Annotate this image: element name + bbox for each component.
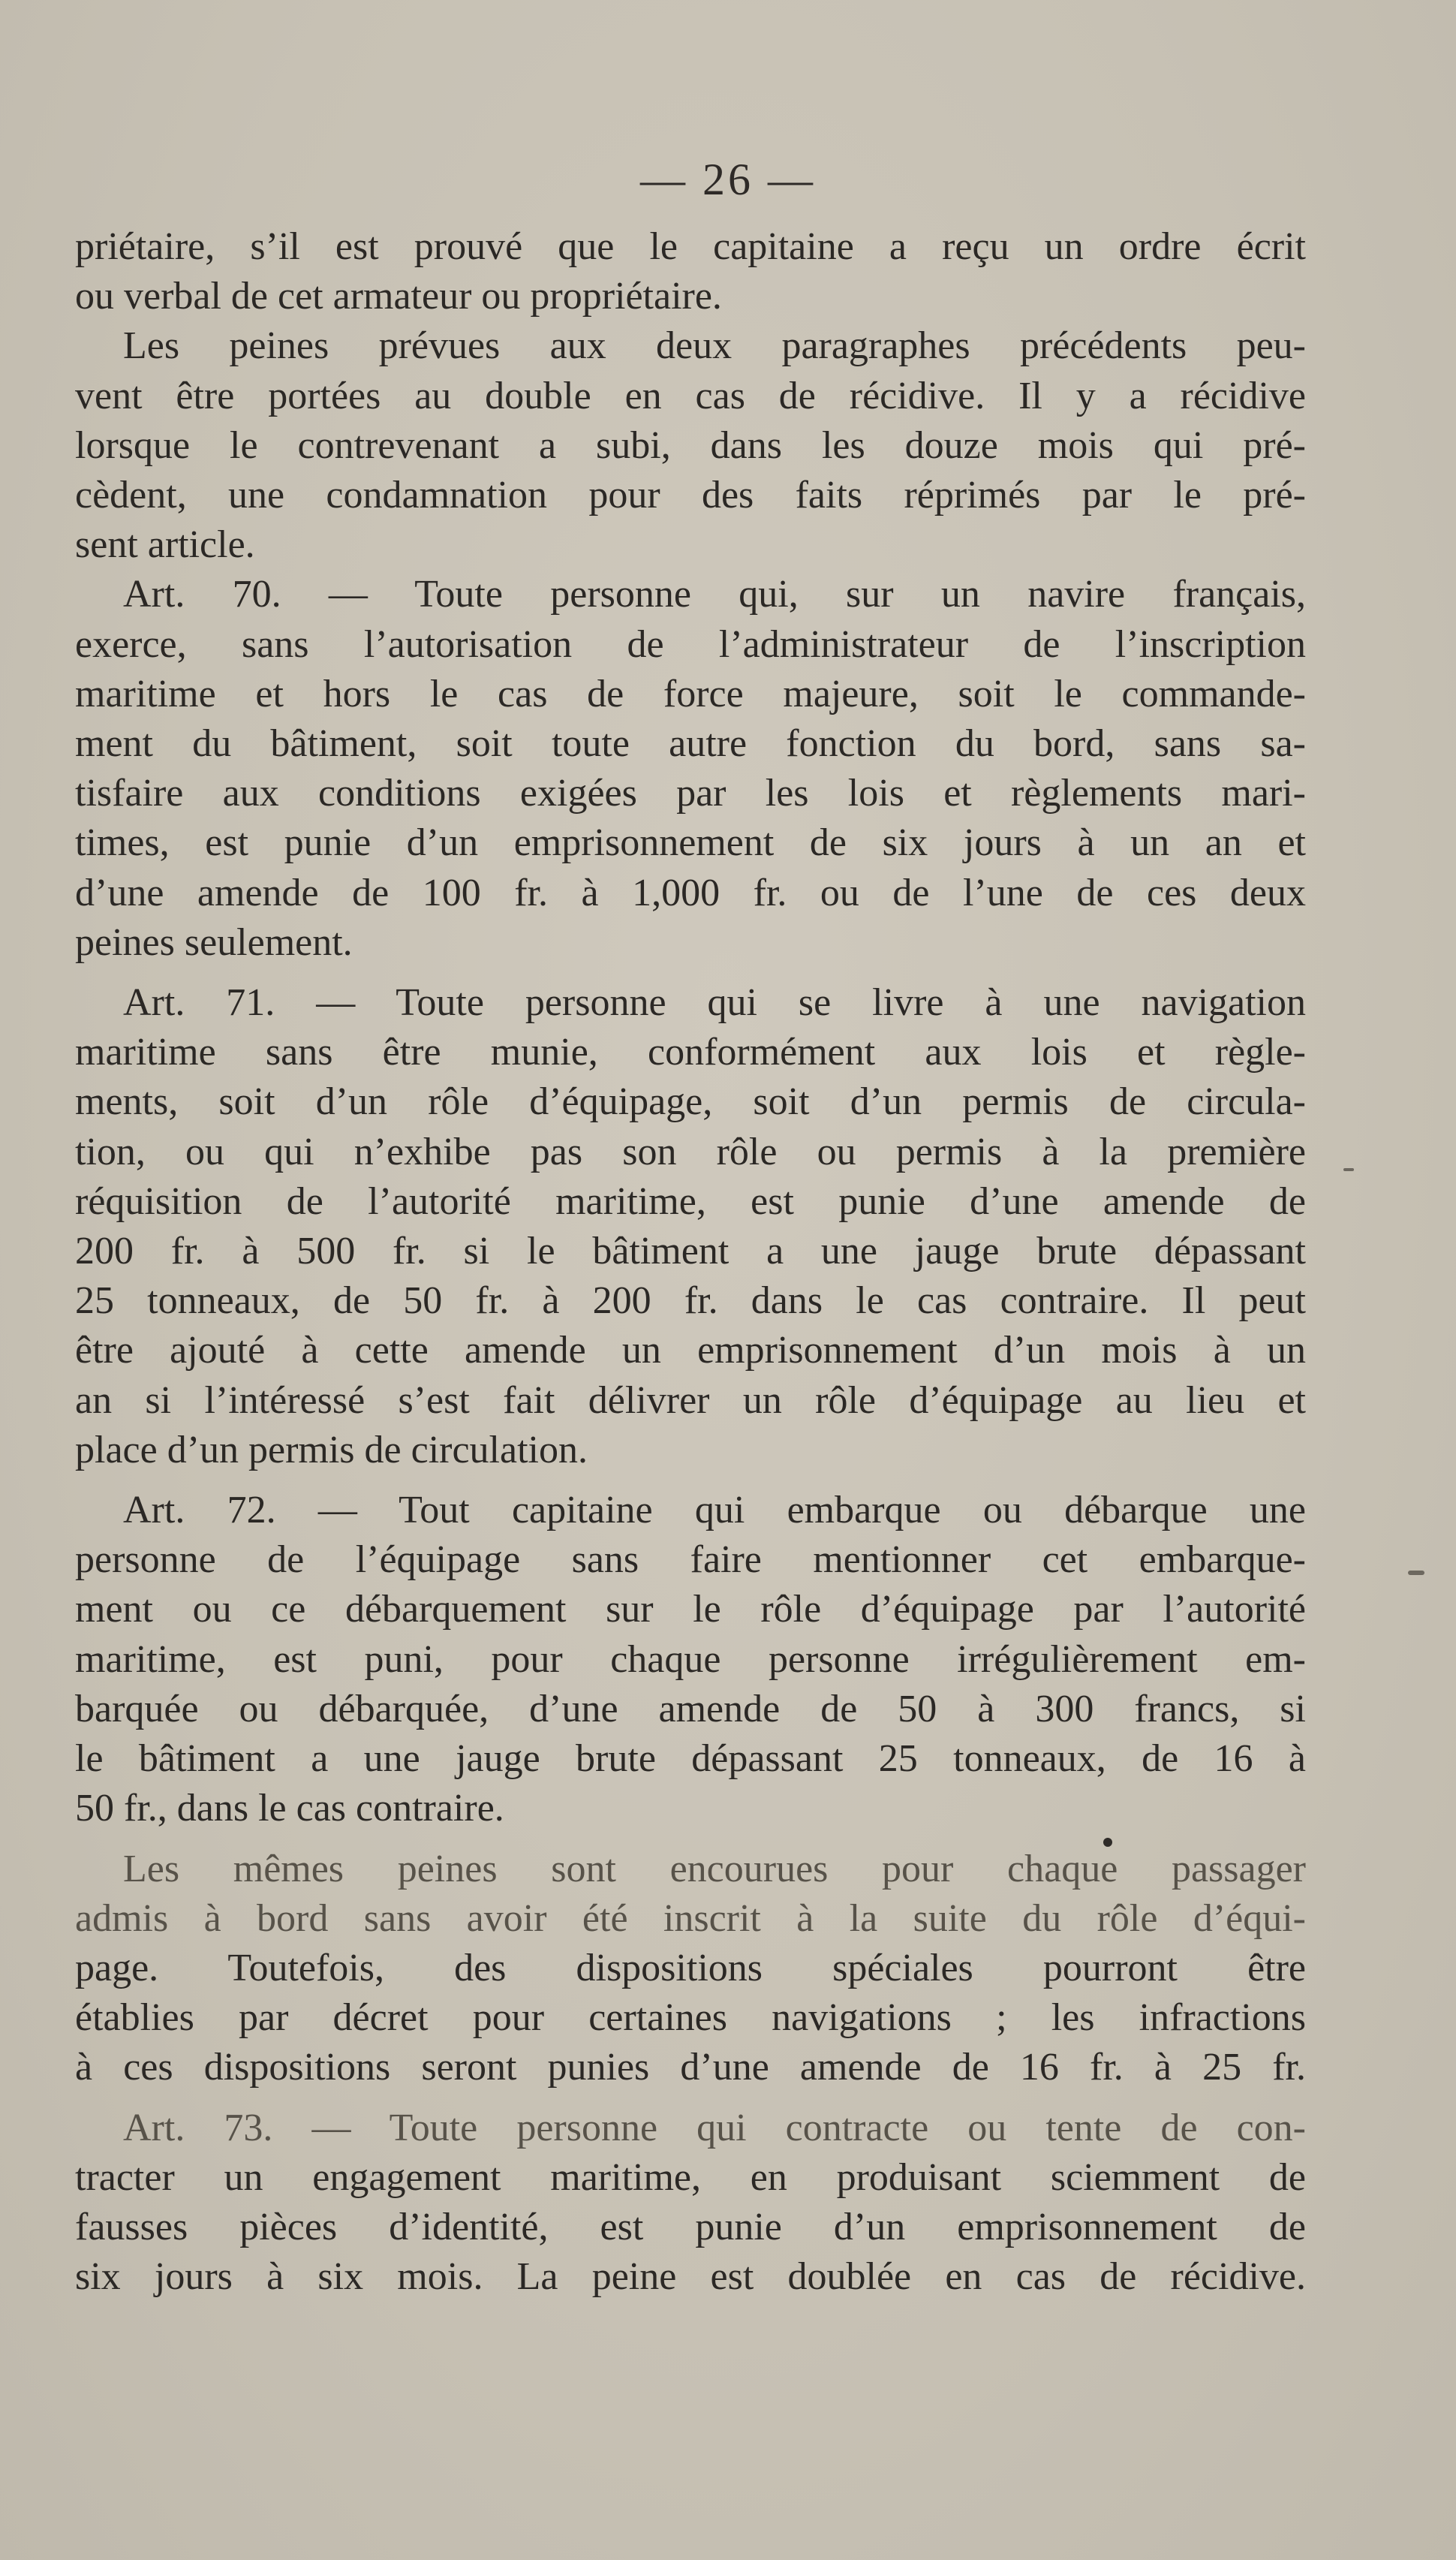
- text-line: Art. 70. — Toute personne qui, sur un navire français,: [123, 573, 1306, 616]
- paragraph-passagers: [75, 1845, 1306, 2093]
- text-line: tion, ou qui n’exhibe pas son rôle ou permis à la première: [75, 1130, 1306, 1173]
- text-line: Les peines prévues aux deux paragraphes précédents peu-: [123, 324, 1306, 368]
- text-line: être ajouté à cette amende un emprisonnement d’un mois à un: [75, 1329, 1306, 1372]
- text-line: vent être portées au double en cas de récidive. Il y a récidive: [75, 374, 1306, 417]
- margin-mark: [1343, 1168, 1354, 1171]
- text-line: ment ou ce débarquement sur le rôle d’équipage par l’autorité: [75, 1588, 1306, 1631]
- article-71: [75, 978, 1306, 1475]
- page-number: — 26 —: [640, 155, 816, 204]
- text-line: Art. 73. — Toute personne qui contracte ou tente de con-: [123, 2106, 1306, 2149]
- text-line: 25 tonneaux, de 50 fr. à 200 fr. dans le cas contraire. Il peut: [75, 1279, 1306, 1323]
- text-line: tisfaire aux conditions exigées par les lois et règlements mari-: [75, 772, 1306, 815]
- article-70: [75, 570, 1306, 968]
- text-line: le bâtiment a une jauge brute dépassant 25 tonneaux, de 16 à: [75, 1737, 1306, 1781]
- text-line: cèdent, une condamnation pour des faits réprimés par le pré-: [75, 474, 1306, 517]
- article-73: [75, 2104, 1306, 2302]
- paragraph-recidive: [75, 321, 1306, 570]
- text-line: ou verbal de cet armateur ou propriétaire.: [75, 275, 722, 318]
- text-line: an si l’intéressé s’est fait délivrer un rôle d’équipage au lieu et: [75, 1378, 1306, 1422]
- text-line: maritime sans être munie, conformément aux lois et règle-: [75, 1031, 1306, 1074]
- text-line: tracter un engagement maritime, en produisant sciemment de: [75, 2155, 1306, 2199]
- article-72: [75, 1486, 1306, 1833]
- text-line: ments, soit d’un rôle d’équipage, soit d’un permis de circula-: [75, 1080, 1306, 1124]
- text-line: Les mêmes peines sont encourues pour chaque passager: [123, 1847, 1306, 1890]
- text-line: exerce, sans l’autorisation de l’administrateur de l’inscription: [75, 622, 1306, 666]
- text-line: maritime, est puni, pour chaque personne irrégulièrement em-: [75, 1637, 1306, 1681]
- text-line: Art. 72. — Tout capitaine qui embarque ou débarque une: [123, 1489, 1306, 1532]
- text-line: établies par décret pour certaines navigations ; les infractions: [75, 1996, 1306, 2040]
- text-line: Art. 71. — Toute personne qui se livre à une navigation: [123, 981, 1306, 1025]
- text-line: réquisition de l’autorité maritime, est punie d’une amende de: [75, 1179, 1306, 1223]
- margin-mark: [1408, 1571, 1424, 1575]
- text-line: ment du bâtiment, soit toute autre fonction du bord, sans sa-: [75, 722, 1306, 766]
- text-line: 200 fr. à 500 fr. si le bâtiment a une jauge brute dépassant: [75, 1230, 1306, 1273]
- paragraph-continuation: [75, 222, 1306, 321]
- text-line: maritime et hors le cas de force majeure, soit le commande-: [75, 672, 1306, 715]
- text-line: lorsque le contrevenant a subi, dans les douze mois qui pré-: [75, 423, 1306, 467]
- text-line: 50 fr., dans le cas contraire.: [75, 1787, 504, 1830]
- page-body-text: [75, 222, 1306, 2302]
- text-line: priétaire, s’il est prouvé que le capitaine a reçu un ordre écrit: [75, 225, 1306, 268]
- text-line: barquée ou débarquée, d’une amende de 50 à 300 francs, si: [75, 1687, 1306, 1730]
- text-line: six jours à six mois. La peine est doublée en cas de récidive.: [75, 2255, 1306, 2299]
- text-line: times, est punie d’un emprisonnement de six jours à un an et: [75, 821, 1306, 865]
- text-line: peines seulement.: [75, 920, 353, 964]
- text-line: page. Toutefois, des dispositions spéciales pourront être: [75, 1946, 1306, 1989]
- text-line: place d’un permis de circulation.: [75, 1428, 588, 1471]
- text-line: personne de l’équipage sans faire mentionner cet embarque-: [75, 1538, 1306, 1582]
- ink-speck: [1103, 1838, 1112, 1847]
- text-line: sent article.: [75, 523, 255, 567]
- text-line: fausses pièces d’identité, est punie d’un emprisonnement de: [75, 2205, 1306, 2248]
- text-line: admis à bord sans avoir été inscrit à la suite du rôle d’équi-: [75, 1896, 1306, 1940]
- text-line: à ces dispositions seront punies d’une amende de 16 fr. à 25 fr.: [75, 2046, 1306, 2089]
- text-line: d’une amende de 100 fr. à 1,000 fr. ou de l’une de ces deux: [75, 871, 1306, 914]
